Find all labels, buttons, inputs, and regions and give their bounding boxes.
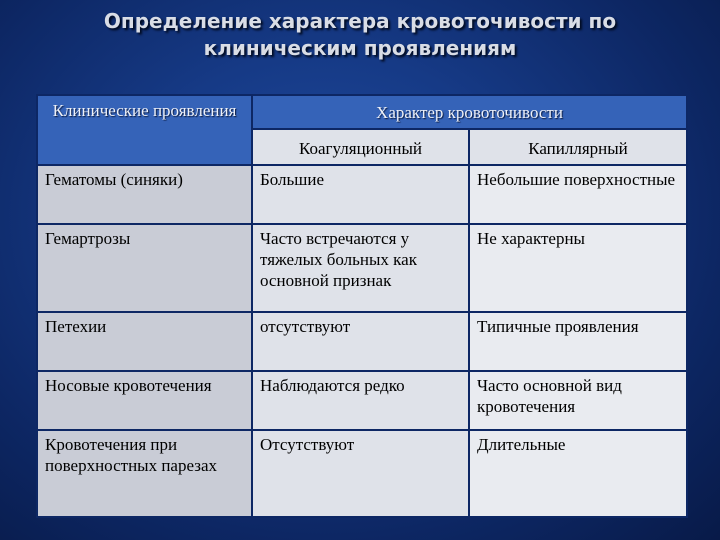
capillary-cell: Длительные [469, 430, 687, 517]
row-label: Носовые кровотечения [37, 371, 252, 430]
bleeding-table [36, 94, 688, 518]
table-row [37, 371, 687, 430]
row-label: Гемартрозы [37, 224, 252, 312]
subheader-coagulation: Коагуляционный [252, 129, 469, 165]
table-row [37, 224, 687, 312]
coagulation-cell: отсутствуют [252, 312, 469, 371]
header-clinical-manifestations: Клинические проявления [37, 95, 252, 165]
row-label: Петехии [37, 312, 252, 371]
header-bleeding-type: Характер кровоточивости [252, 95, 687, 129]
coagulation-cell: Часто встречаются у тяжелых больных как основной признак [252, 224, 469, 312]
table-row [37, 430, 687, 517]
capillary-cell: Небольшие поверхностные [469, 165, 687, 224]
coagulation-cell: Наблюдаются редко [252, 371, 469, 430]
capillary-cell: Типичные проявления [469, 312, 687, 371]
capillary-cell: Не характерны [469, 224, 687, 312]
slide-title: Определение характера кровоточивости по клиническим проявлениям [103, 9, 617, 60]
coagulation-cell: Большие [252, 165, 469, 224]
table-row [37, 165, 687, 224]
capillary-cell: Часто основной вид кровотечения [469, 371, 687, 430]
subheader-capillary: Капиллярный [469, 129, 687, 165]
row-label: Кровотечения при поверхностных парезах [37, 430, 252, 517]
coagulation-cell: Отсутствуют [252, 430, 469, 517]
row-label: Гематомы (синяки) [37, 165, 252, 224]
table-row [37, 312, 687, 371]
